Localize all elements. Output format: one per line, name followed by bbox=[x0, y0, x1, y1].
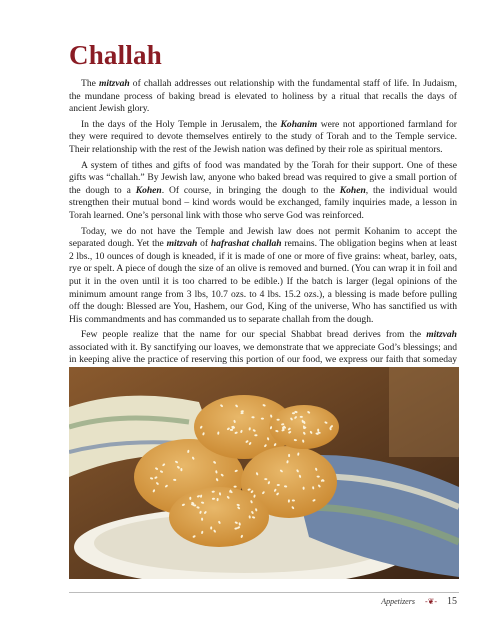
emphasized-term: hafrashat challah bbox=[210, 238, 282, 250]
text-run: of challah addresses out relationship with the fundamental staff of life. In Judaism, the mundane process of baking bread is elevated to holiness by a ritual that recalls the days of ancient Jewish glory. bbox=[69, 78, 457, 115]
text-run: associated with it. By sanctifying our loaves, we demonstrate that we appreciate God’s blessings; and in keeping alive the practice of reserving this portion of our food, we express our faith that someday bbox=[69, 341, 457, 366]
emphasized-term: mitzvah bbox=[426, 329, 457, 341]
challah-photo-illustration bbox=[69, 367, 459, 579]
text-run: Few people realize that the name for our special Shabbat bread derives from the bbox=[81, 329, 427, 341]
text-run: In the days of the Holy Temple in Jerusalem, the bbox=[81, 118, 281, 130]
emphasized-term: Kohanim bbox=[280, 118, 318, 130]
footer-section: Appetizers bbox=[381, 597, 415, 606]
emphasized-term: mitzvah bbox=[166, 238, 198, 250]
text-run: were not apportioned farmland for they were required to devote themselves entirely to the study of Torah and to the Temple service. Their relationship with the rest of the Jewish nation was defined by their role as spiritual mentors. bbox=[69, 118, 457, 155]
body-text bbox=[69, 78, 457, 383]
challah-photo bbox=[69, 367, 459, 579]
footer-ornament-icon: -❦- bbox=[424, 597, 437, 606]
page-footer bbox=[381, 596, 457, 607]
text-run: Today, we do not have the Temple and Jewish law does not permit Kohanim to accept the separated dough. Yet the bbox=[69, 225, 457, 250]
emphasized-term: mitzvah bbox=[98, 78, 130, 89]
page-number: 15 bbox=[447, 596, 457, 607]
text-run: The bbox=[81, 78, 99, 89]
body-paragraph bbox=[69, 160, 457, 223]
body-paragraph bbox=[69, 119, 457, 157]
page-title: Challah bbox=[69, 40, 162, 70]
text-run: , the individual would strengthen their mutual bond – kind words would be exchanged, family inquiries made, a lesson in Torah learned. One’s personal link with those who serve God was reinforced. bbox=[69, 184, 458, 221]
emphasized-term: Kohen bbox=[339, 184, 366, 196]
text-run: . Of course, in bringing the dough to the bbox=[161, 184, 340, 196]
body-paragraph bbox=[69, 226, 457, 327]
text-run: A system of tithes and gifts of food was mandated by the Torah for their support. One of these gifts was “challah.” By Jewish law, anyone who baked bread was required to give a small portion of the dough to a bbox=[69, 159, 457, 196]
body-paragraph bbox=[69, 78, 457, 116]
emphasized-term: Kohen bbox=[135, 184, 162, 196]
text-run: remains. The obligation begins when at least 2 lbs., 10 ounces of dough is kneaded, if it is made of one or more of five grains: wheat, barley, oats, rye or spelt. A piece of dough the size of an olive is removed and burned. (You can wrap it in foil and put it in the oven until it is too charred to be edible.) If the batch is larger (legal opinions of the minimum amount range from 3 lbs, 10.7 ozs. to 4 lbs. 15.2 ozs.), a blessing is made before pulling off the dough: Blessed are You, Hashem, our God, King of the universe, Who has sanctified us with His commandments and has commanded us to separate challah from the dough. bbox=[69, 238, 458, 325]
text-run: of bbox=[197, 238, 211, 250]
footer-rule bbox=[69, 592, 459, 593]
